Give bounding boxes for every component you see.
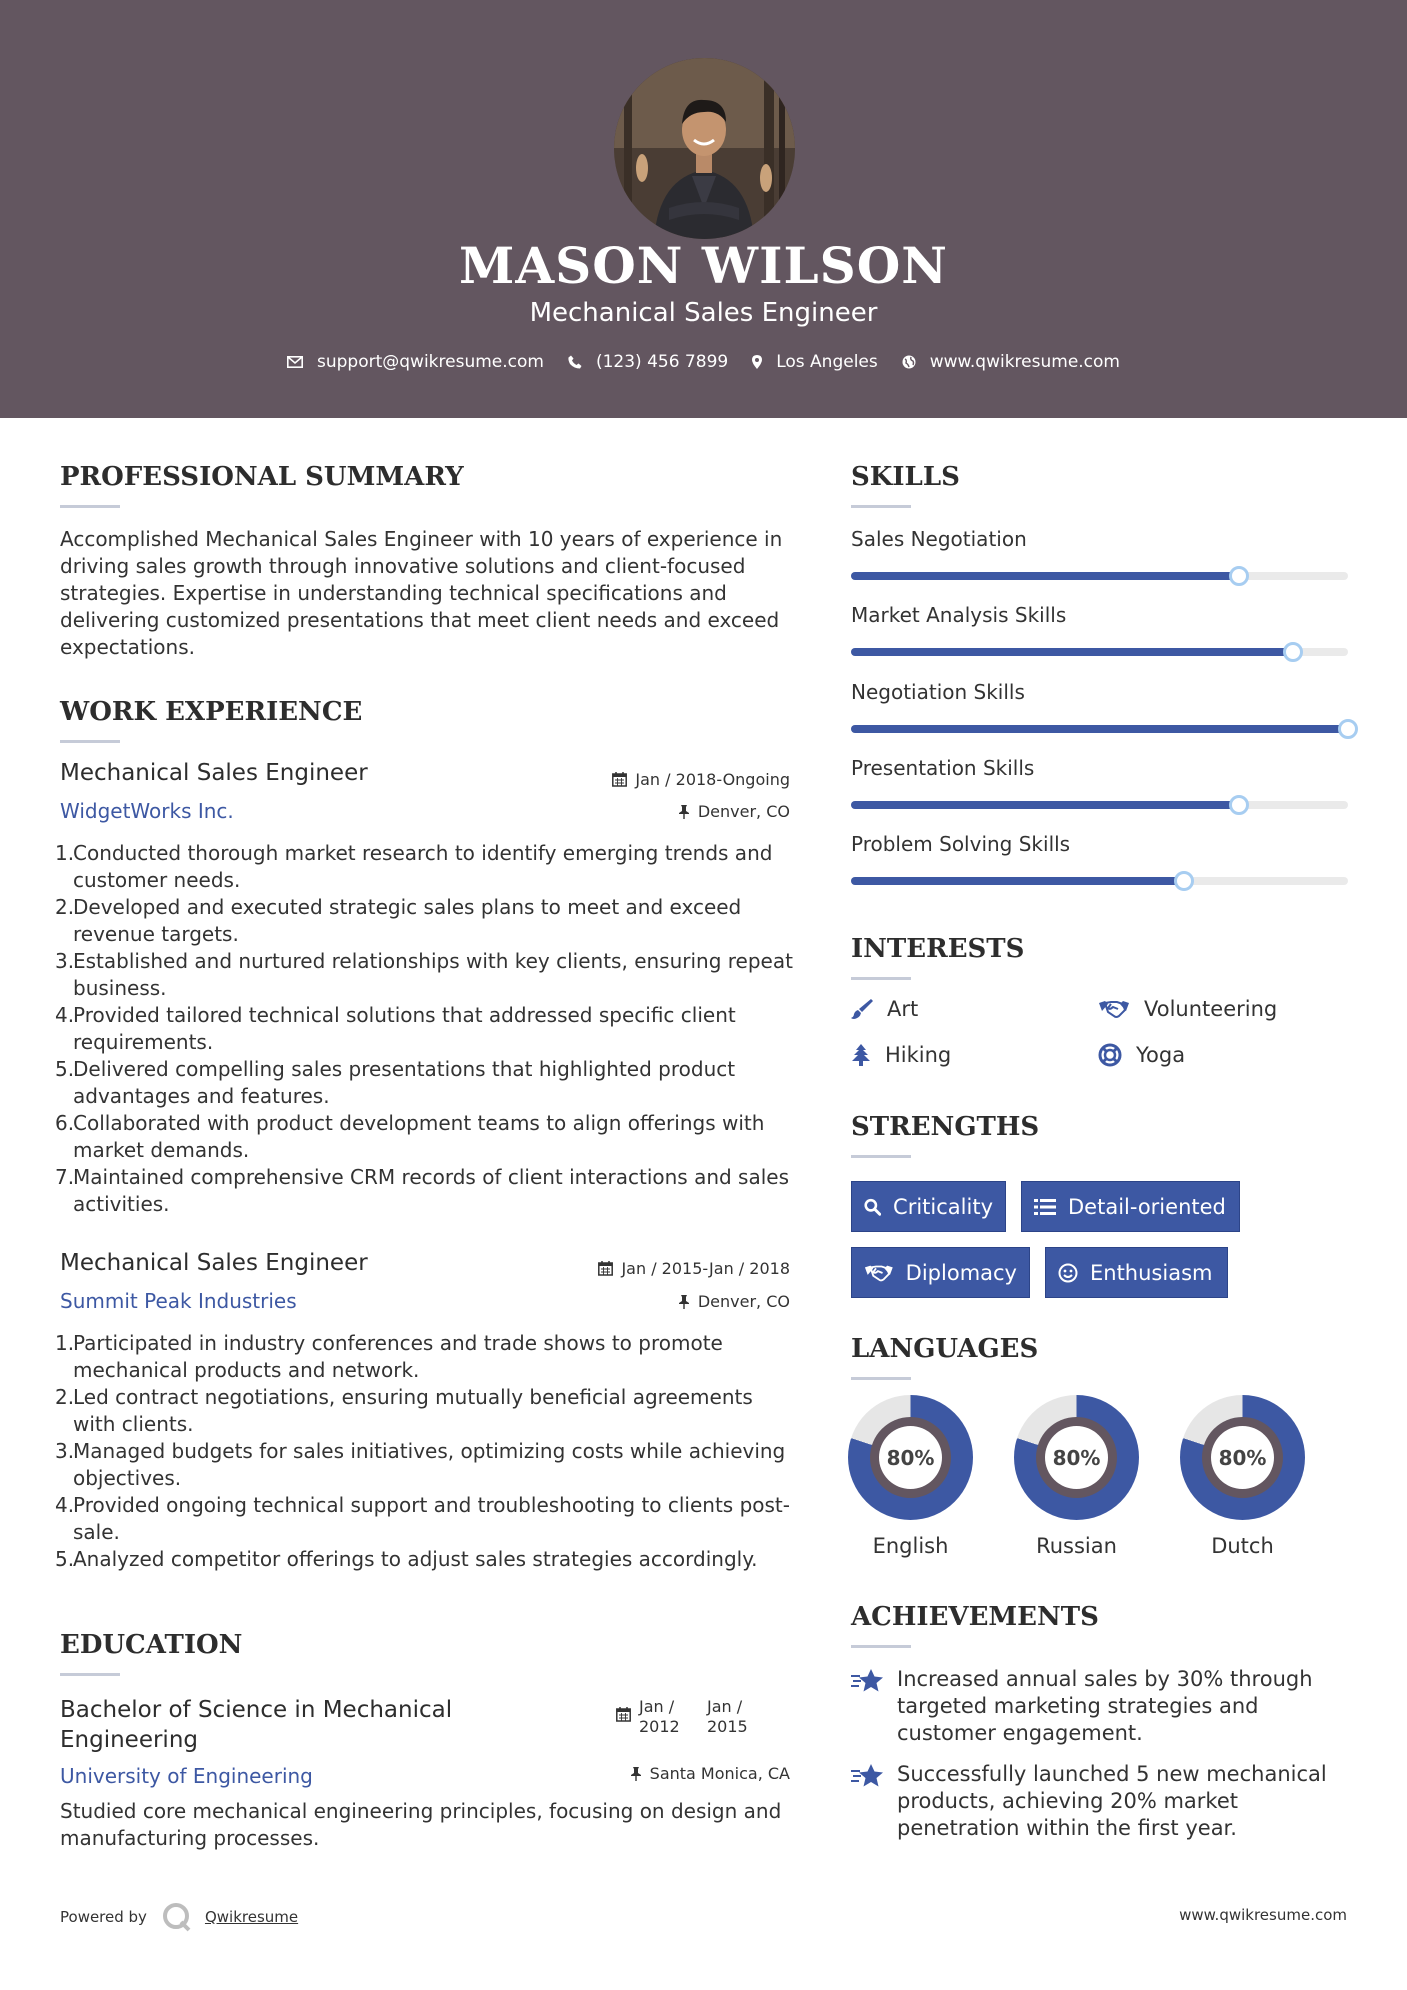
website-text: www.qwikresume.com <box>929 352 1120 372</box>
contact-website[interactable] <box>902 352 1120 372</box>
candidate-name: MASON WILSON <box>459 236 948 295</box>
pushpin-icon <box>630 1767 642 1781</box>
work-underline <box>60 740 120 743</box>
skill-label: Market Analysis Skills <box>851 603 1067 627</box>
list-icon <box>1034 1198 1056 1216</box>
skill-bar-fill <box>851 725 1348 733</box>
skill-bar-knob[interactable] <box>1229 795 1249 815</box>
candidate-title: Mechanical Sales Engineer <box>529 298 878 328</box>
skill-bar-knob[interactable] <box>1338 719 1358 739</box>
language-percent: 80% <box>879 1426 942 1489</box>
job-date-text: Jan / 2018-Ongoing <box>635 770 790 789</box>
degree-line-1: Bachelor of Science in Mechanical <box>60 1697 453 1723</box>
skills-heading: SKILLS <box>851 462 960 492</box>
interest-art: Art <box>851 997 918 1021</box>
list-item: 3. Managed budgets for sales initiatives, optimizing costs while achieving objectives. <box>55 1439 786 1490</box>
strengths-heading: STRENGTHS <box>851 1112 1040 1142</box>
skill-bar-knob[interactable] <box>1229 566 1249 586</box>
job-date <box>560 770 790 789</box>
calendar-icon <box>612 772 627 787</box>
degree-title <box>60 1695 452 1755</box>
job-location-text: Denver, CO <box>697 1292 790 1311</box>
brand-link[interactable]: Qwikresume <box>204 1908 299 1926</box>
list-item: 5. Delivered compelling sales presentations that highlighted product advantages and features. <box>55 1057 736 1108</box>
interests-underline <box>851 977 911 980</box>
interest-yoga: Yoga <box>1098 1043 1185 1067</box>
language-russian <box>1014 1395 1139 1558</box>
calendar-icon <box>598 1261 613 1276</box>
skill-label: Negotiation Skills <box>851 680 1025 704</box>
education-end-date: Jan / 2015 <box>707 1697 748 1736</box>
strength-badge-detail-oriented: Detail-oriented <box>1021 1181 1240 1232</box>
summary-heading: PROFESSIONAL SUMMARY <box>60 462 464 492</box>
skill-bar[interactable] <box>851 877 1348 885</box>
skill-bar-fill <box>851 877 1184 885</box>
language-percent: 80% <box>1045 1426 1108 1489</box>
skill-bar-fill <box>851 648 1293 656</box>
skill-bar[interactable] <box>851 648 1348 656</box>
skill-bar-fill <box>851 801 1239 809</box>
lifering-icon <box>1098 1043 1122 1067</box>
phone-text: (123) 456 7899 <box>595 352 729 372</box>
star-icon <box>851 1668 885 1694</box>
education-description: Studied core mechanical engineering principles, focusing on design and manufacturing processes. <box>60 1799 782 1850</box>
job-location <box>560 802 790 821</box>
job-bullets <box>55 840 800 1218</box>
powered-by-label: Powered by <box>60 1908 147 1926</box>
list-item: 7. Maintained comprehensive CRM records of client interactions and sales activities. <box>55 1165 790 1216</box>
list-item: 5. Analyzed competitor offerings to adjust sales strategies accordingly. <box>55 1547 758 1571</box>
star-icon <box>851 1763 885 1789</box>
footer-url[interactable]: www.qwikresume.com <box>1179 1906 1347 1924</box>
education-heading: EDUCATION <box>60 1630 243 1660</box>
contact-phone[interactable] <box>568 352 728 372</box>
pushpin-icon <box>678 1295 690 1309</box>
qwikresume-logo-icon <box>161 1902 193 1932</box>
languages-heading: LANGUAGES <box>851 1334 1039 1364</box>
skill-label: Problem Solving Skills <box>851 832 1071 856</box>
languages-underline <box>851 1377 911 1380</box>
language-percent: 80% <box>1211 1426 1274 1489</box>
achievement-item: Increased annual sales by 30% through targeted marketing strategies and customer engagement. <box>851 1666 1351 1747</box>
list-item: 3. Established and nurtured relationships with key clients, ensuring repeat business. <box>55 949 793 1000</box>
strength-badge-enthusiasm: Enthusiasm <box>1045 1247 1228 1298</box>
school-name[interactable]: University of Engineering <box>60 1764 313 1788</box>
email-text: support@qwikresume.com <box>317 352 544 372</box>
language-ring <box>848 1395 973 1520</box>
language-ring <box>1014 1395 1139 1520</box>
list-item: 6. Collaborated with product development teams to align offerings with market demands. <box>55 1111 765 1162</box>
smile-icon <box>1058 1263 1078 1283</box>
summary-underline <box>60 505 120 508</box>
footer-powered-by <box>60 1902 298 1932</box>
education-underline <box>60 1673 120 1676</box>
job-location <box>560 1292 790 1311</box>
skill-label: Sales Negotiation <box>851 527 1027 551</box>
education-location <box>560 1764 790 1783</box>
pushpin-icon <box>678 805 690 819</box>
education-dates <box>616 1697 763 1737</box>
strengths-underline <box>851 1155 911 1158</box>
location-text: Los Angeles <box>776 352 878 372</box>
search-icon <box>864 1197 881 1217</box>
job-title: Mechanical Sales Engineer <box>60 1250 368 1276</box>
language-dutch <box>1180 1395 1305 1558</box>
skill-label: Presentation Skills <box>851 756 1035 780</box>
job-date-text: Jan / 2015-Jan / 2018 <box>621 1259 790 1278</box>
education-location-text: Santa Monica, CA <box>649 1764 790 1783</box>
contact-bar <box>0 352 1407 372</box>
interest-hiking: Hiking <box>851 1043 951 1067</box>
list-item: 2. Led contract negotiations, ensuring mutually beneficial agreements with clients. <box>55 1385 753 1436</box>
skill-bar[interactable] <box>851 572 1348 580</box>
list-item: 2. Developed and executed strategic sales plans to meet and exceed revenue targets. <box>55 895 742 946</box>
calendar-icon <box>616 1707 631 1722</box>
list-item: 4. Provided ongoing technical support and troubleshooting to clients post-sale. <box>55 1493 790 1544</box>
contact-email[interactable] <box>287 352 544 372</box>
degree-line-2: Engineering <box>60 1727 198 1753</box>
language-name: Dutch <box>1211 1534 1274 1558</box>
language-english <box>848 1395 973 1558</box>
language-ring <box>1180 1395 1305 1520</box>
resume-header <box>0 0 1407 418</box>
globe-icon <box>902 355 916 369</box>
strength-badge-criticality: Criticality <box>851 1181 1006 1232</box>
contact-location <box>752 352 878 372</box>
company-name[interactable]: WidgetWorks Inc. <box>60 799 234 823</box>
job-bullets <box>55 1330 800 1573</box>
job-date <box>540 1259 790 1278</box>
company-name[interactable]: Summit Peak Industries <box>60 1289 297 1313</box>
skill-bar[interactable] <box>851 725 1348 733</box>
achievements-underline <box>851 1645 911 1648</box>
language-name: English <box>872 1534 949 1558</box>
strength-badge-diplomacy: Diplomacy <box>851 1247 1030 1298</box>
list-item: 4. Provided tailored technical solutions that addressed specific client requirements. <box>55 1003 736 1054</box>
skill-bar-knob[interactable] <box>1174 871 1194 891</box>
skill-bar[interactable] <box>851 801 1348 809</box>
map-pin-icon <box>752 355 762 369</box>
paintbrush-icon <box>851 998 873 1020</box>
job-location-text: Denver, CO <box>697 802 790 821</box>
achievement-item: Successfully launched 5 new mechanical products, achieving 20% market penetration within the first year. <box>851 1761 1351 1842</box>
envelope-icon <box>287 356 303 368</box>
skill-bar-fill <box>851 572 1239 580</box>
interest-volunteering: Volunteering <box>1098 997 1277 1021</box>
phone-icon <box>568 355 582 369</box>
skill-bar-knob[interactable] <box>1283 642 1303 662</box>
handshake-icon <box>864 1263 894 1283</box>
tree-icon <box>851 1044 871 1066</box>
language-name: Russian <box>1036 1534 1117 1558</box>
summary-text: Accomplished Mechanical Sales Engineer with 10 years of experience in driving sales growth through innovative solutions and client-focused strategies. Expertise in understanding technical specifications and delivering customized presentations that meet client needs and exceed expectations. <box>60 527 783 659</box>
education-start-date: Jan / 2012 <box>639 1697 680 1736</box>
achievements-heading: ACHIEVEMENTS <box>851 1602 1099 1632</box>
work-heading: WORK EXPERIENCE <box>60 697 363 727</box>
list-item: 1. Conducted thorough market research to identify emerging trends and customer needs. <box>55 841 773 892</box>
profile-photo <box>614 58 795 239</box>
skills-underline <box>851 505 911 508</box>
handshake-icon <box>1098 999 1130 1019</box>
interests-heading: INTERESTS <box>851 934 1025 964</box>
list-item: 1. Participated in industry conferences and trade shows to promote mechanical products and network. <box>55 1331 723 1382</box>
job-title: Mechanical Sales Engineer <box>60 760 368 786</box>
